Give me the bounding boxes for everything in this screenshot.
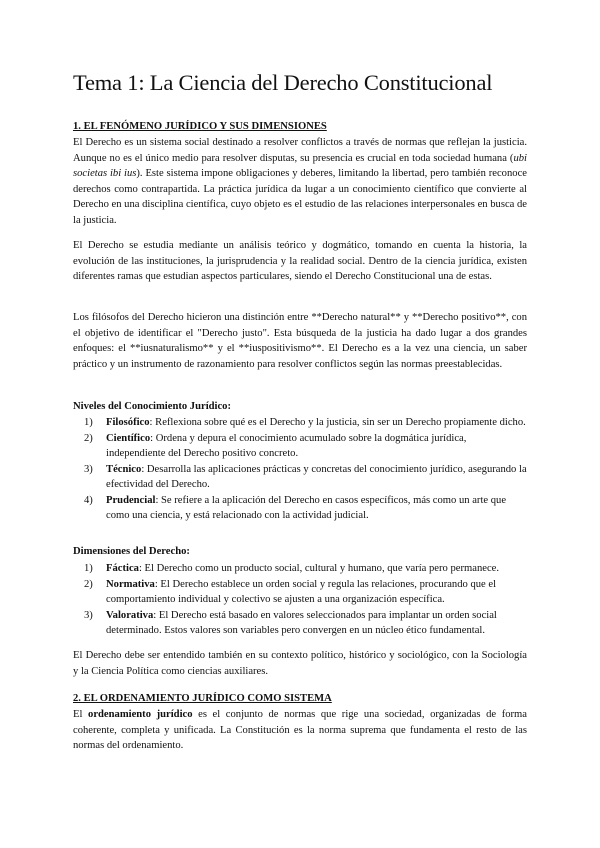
list-item-term: Fáctica bbox=[106, 563, 139, 574]
section-2-paragraph-1 bbox=[73, 707, 527, 754]
list-item-term: Técnico bbox=[106, 463, 142, 475]
latin-phrase: ubi societas ibi ius bbox=[73, 152, 527, 179]
section-1-heading: 1. EL FENÓMENO JURÍDICO Y SUS DIMENSIONES bbox=[73, 121, 327, 132]
level-item bbox=[73, 493, 527, 524]
dimension-item bbox=[73, 561, 527, 577]
section-1-paragraph-2: El Derecho se estudia mediante un análisis teórico y dogmático, tomando en cuenta la historia, la evolución de las instituciones, la jurisprudencia y la realidad social. Dentro de la ciencia jurídica, existen diferentes ramas que estudian aspectos particulares, siendo el Derecho Constitucional una de estas. bbox=[73, 240, 527, 282]
list-item-text: : El Derecho establece un orden social y regula las relaciones, procurando que el comportamiento individual y colectivo se ajusten a una organización específica. bbox=[106, 578, 497, 605]
list-item-number: 3) bbox=[84, 463, 93, 475]
page-title: Tema 1: La Ciencia del Derecho Constitucional bbox=[73, 70, 493, 95]
list-item-text: : Se refiere a la aplicación del Derecho en casos específicos, más como un arte que como una ciencia, y está relacionado con la actividad judicial. bbox=[106, 494, 507, 521]
list-item-term: Científico bbox=[106, 432, 151, 444]
dimension-item bbox=[73, 608, 527, 639]
section-2-heading: 2. EL ORDENAMIENTO JURÍDICO COMO SISTEMA bbox=[73, 693, 332, 704]
list-item-text: : El Derecho está basado en valores seleccionados para implantar un orden social determinado. Estos valores son variables pero convergen en un núcleo ético fundamental. bbox=[106, 609, 497, 636]
levels-heading: Niveles del Conocimiento Jurídico: bbox=[73, 401, 232, 412]
list-item-number: 4) bbox=[84, 494, 93, 506]
list-item-text: : Desarrolla las aplicaciones prácticas y concretas del conocimiento jurídico, asegurando la efectividad del Derecho. bbox=[106, 463, 527, 490]
levels-list bbox=[73, 415, 527, 524]
key-term: ordenamiento jurídico bbox=[88, 709, 193, 720]
list-item-text: : Ordena y depura el conocimiento acumulado sobre la dogmática jurídica, independiente del Derecho positivo concreto. bbox=[106, 432, 467, 459]
dimension-item bbox=[73, 577, 527, 608]
list-item-term: Valorativa bbox=[106, 609, 154, 621]
list-item-term: Filosófico bbox=[106, 417, 150, 428]
list-item-text: : Reflexiona sobre qué es el Derecho y la justicia, sin ser un Derecho propiamente dicho. bbox=[149, 417, 526, 428]
dimensions-list bbox=[73, 561, 527, 639]
dimensions-heading: Dimensiones del Derecho: bbox=[73, 546, 190, 557]
paragraph-text: El bbox=[73, 709, 89, 720]
paragraph-text: es el conjunto de normas que rige una sociedad, organizadas de forma coherente, completa y unificada. La Constitución es la norma suprema que fundamenta el resto de las normas del ordenamiento. bbox=[73, 709, 527, 751]
list-item-number: 1) bbox=[84, 417, 93, 428]
section-1-paragraph-3: Los filósofos del Derecho hicieron una distinción entre **Derecho natural** y **Derecho positivo**, con el objetivo de identificar el "Derecho justo". Esta búsqueda de la justicia ha dado lugar a dos grandes enfoques: el **iusnaturalismo** y el **iuspositivismo**. El Derecho es a la vez una ciencia, un saber práctico y un instrumento de razonamiento para resolver conflictos según las normas preestablecidas. bbox=[73, 312, 527, 370]
paragraph-text: ). Este sistema impone obligaciones y deberes, limitando la libertad, pero también reconoce derechos como contrapartida. La práctica jurídica da lugar a un conocimiento científico que convierte al Derecho en una disciplina científica, cuyo objeto es el estudio de las relaciones interpersonales en busca de la justicia. bbox=[73, 168, 527, 226]
section-1-paragraph-1 bbox=[73, 135, 527, 228]
list-item-term: Prudencial bbox=[106, 494, 156, 506]
list-item-number: 2) bbox=[84, 578, 93, 590]
list-item-text: : El Derecho como un producto social, cultural y humano, que varía pero permanece. bbox=[138, 563, 500, 574]
level-item bbox=[73, 415, 527, 431]
paragraph-text: El Derecho es un sistema social destinado a resolver conflictos a través de normas que reflejan la justicia. Aunque no es el único medio para resolver disputas, su presencia es crucial en toda sociedad humana ( bbox=[73, 137, 527, 164]
level-item bbox=[73, 462, 527, 493]
level-item bbox=[73, 431, 527, 462]
list-item-number: 1) bbox=[84, 563, 93, 574]
list-item-number: 3) bbox=[84, 609, 93, 621]
list-item-term: Normativa bbox=[106, 578, 155, 590]
list-item-number: 2) bbox=[84, 432, 93, 444]
section-1-paragraph-4: El Derecho debe ser entendido también en su contexto político, histórico y sociológico, con la Sociología y la Ciencia Política como ciencias auxiliares. bbox=[73, 650, 527, 677]
